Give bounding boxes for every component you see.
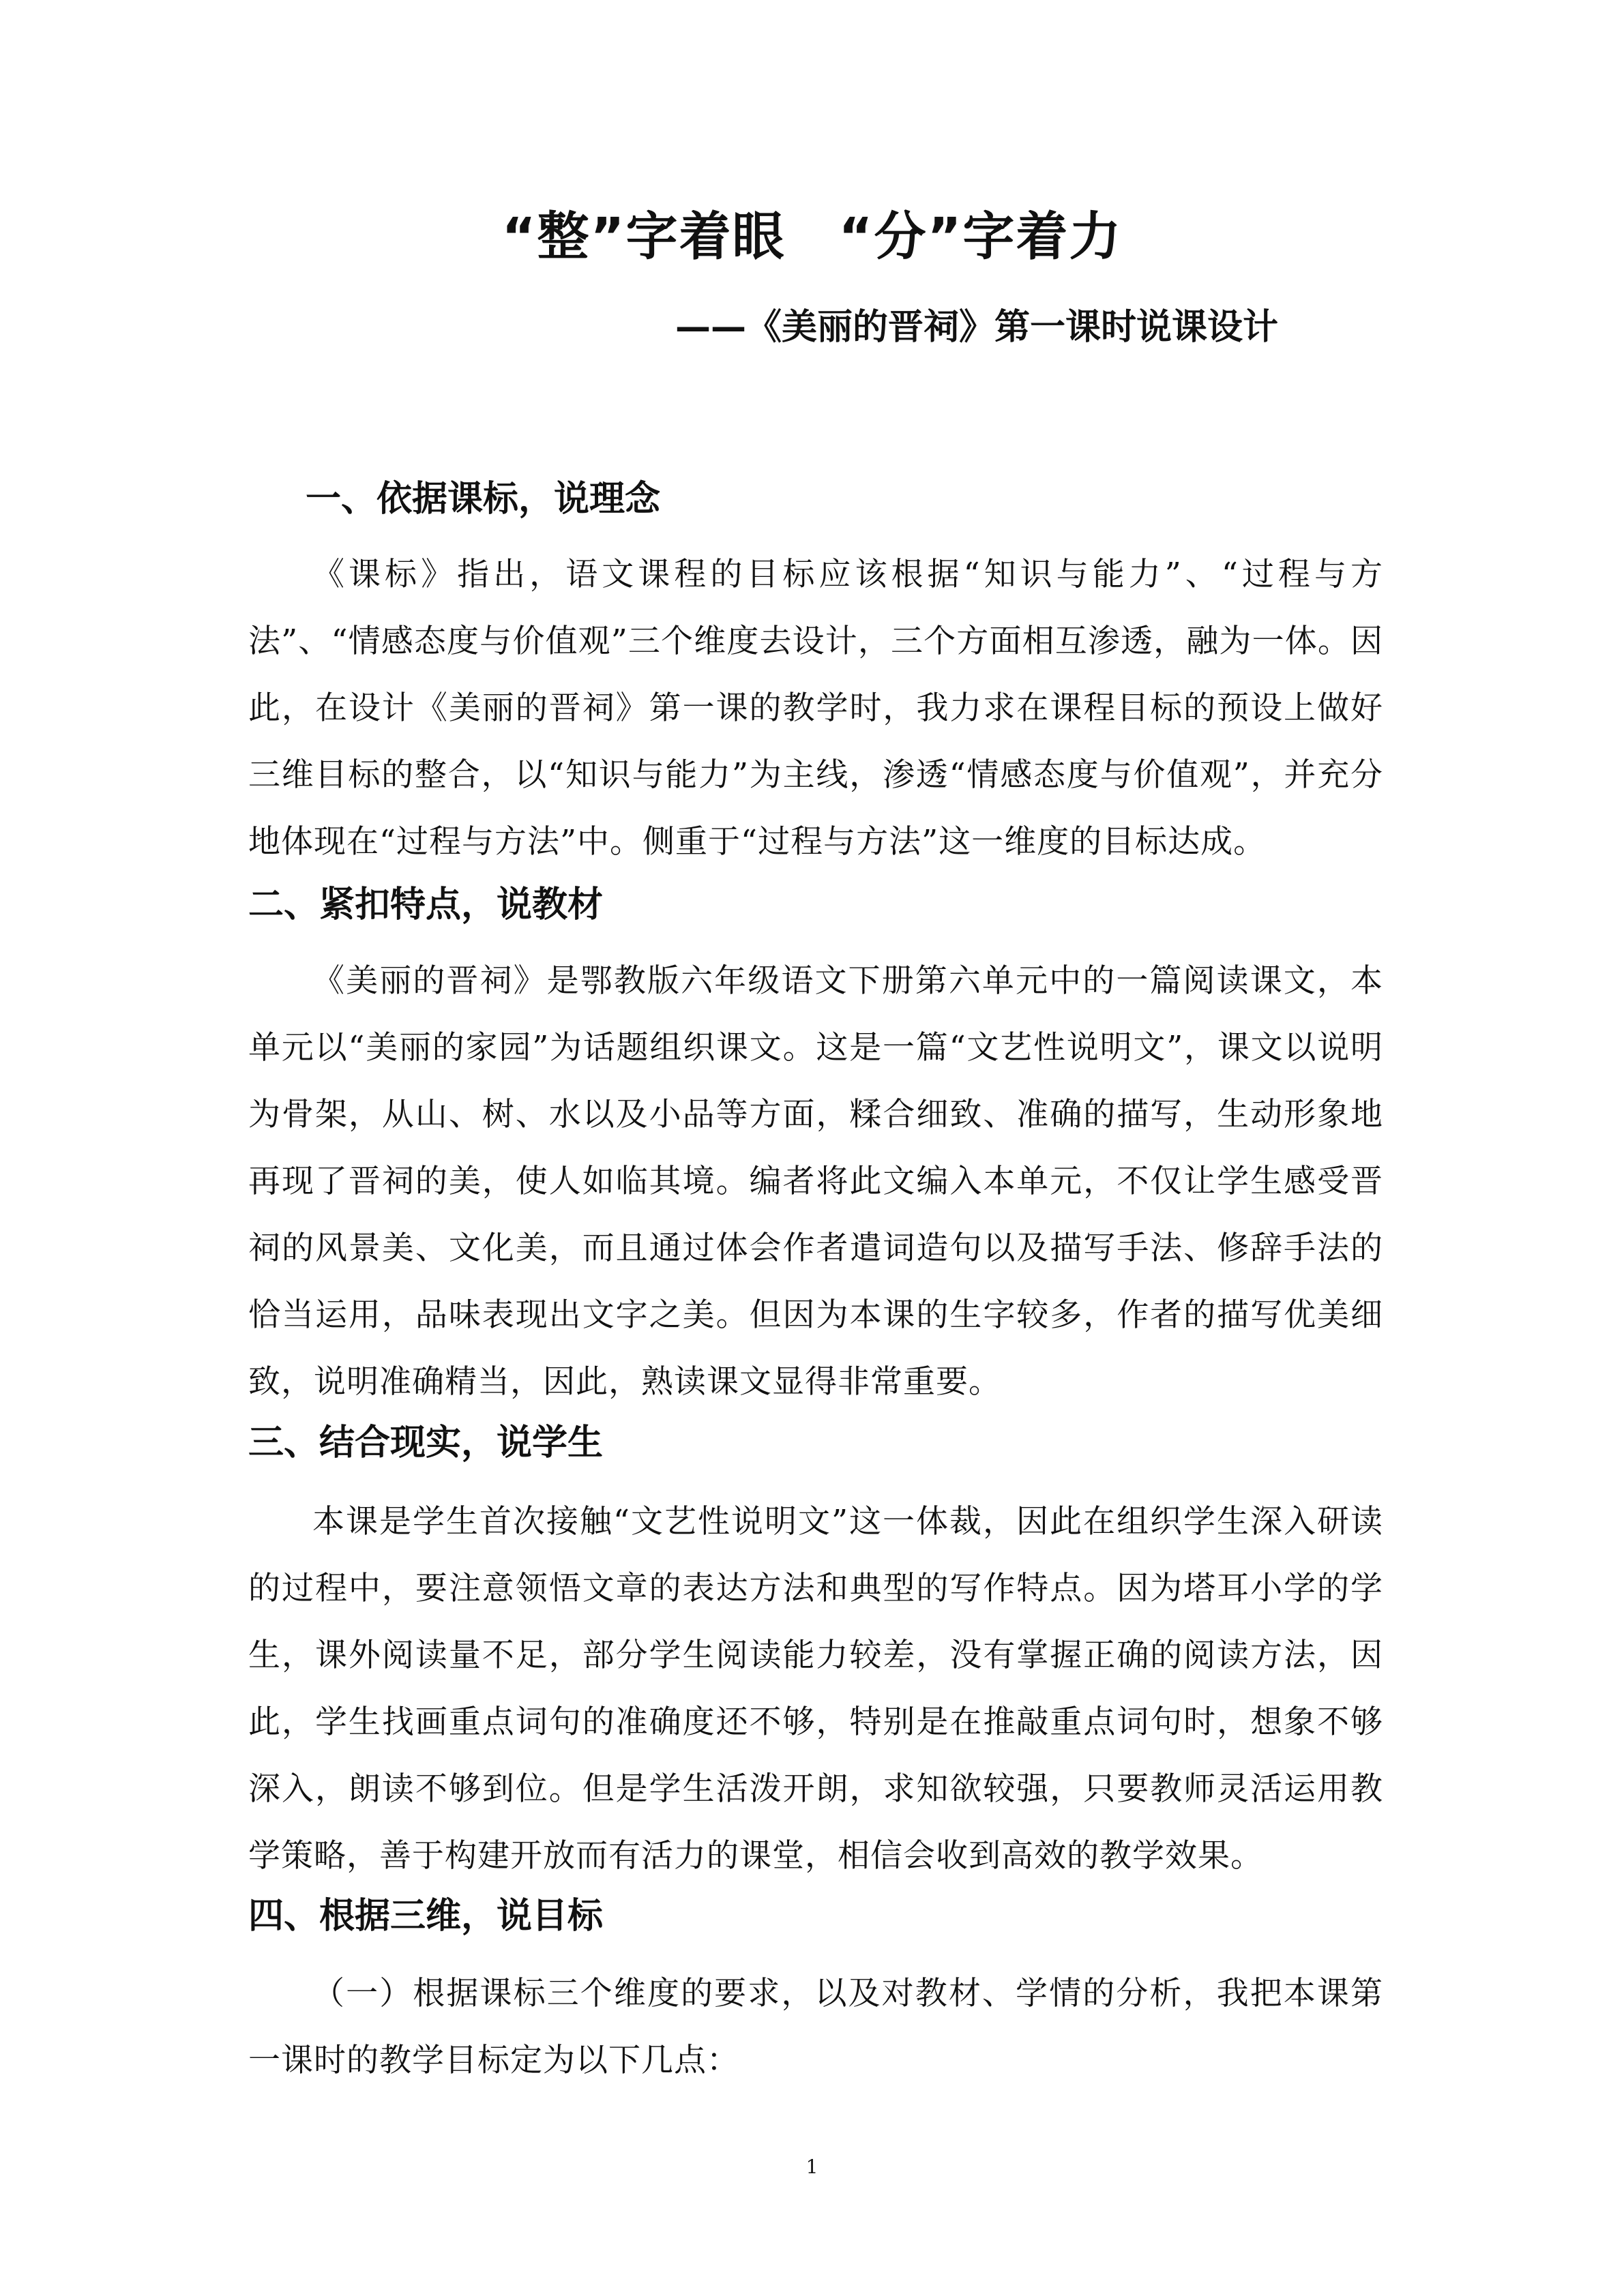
section-paragraph-4: （一）根据课标三个维度的要求，以及对教材、学情的分析，我把本课第一课时的教学目标定为以下几点： [248, 1975, 1383, 2079]
section-paragraph-1: 《课标》指出，语文课程的目标应该根据“知识与能力”、“过程与方法”、“情感态度与价值观”三个维度去设计，三个方面相互渗透，融为一体。因此，在设计《美丽的晋祠》第一课的教学时，我力求在课程目标的预设上做好三维目标的整合，以“知识与能力”为主线，渗透“情感态度与价值观”，并充分地体现在“过程与方法”中。侧重于“过程与方法”这一维度的目标达成。 [248, 556, 1383, 861]
section-heading-2: 二、紧扣特点，说教材 [248, 884, 604, 925]
page-number: 1 [806, 2156, 818, 2178]
section-heading-3: 三、结合现实，说学生 [248, 1422, 604, 1463]
document-subtitle: ——《美丽的晋祠》第一课时说课设计 [675, 307, 1279, 348]
section-heading-4: 四、根据三维，说目标 [248, 1896, 604, 1937]
section-paragraph-2: 《美丽的晋祠》是鄂教版六年级语文下册第六单元中的一篇阅读课文，本单元以“美丽的家园”为话题组织课文。这是一篇“文艺性说明文”，课文以说明为骨架，从山、树、水以及小品等方面，糅合细致、准确的描写，生动形象地再现了晋祠的美，使人如临其境。编者将此文编入本单元，不仅让学生感受晋祠的风景美、文化美，而且通过体会作者遣词造句以及描写手法、修辞手法的恰当运用，品味表现出文字之美。但因为本课的生字较多，作者的描写优美细致，说明准确精当，因此，熟读课文显得非常重要。 [248, 962, 1383, 1401]
section-heading-1: 一、依据课标，说理念 [306, 479, 661, 520]
section-paragraph-3: 本课是学生首次接触“文艺性说明文”这一体裁，因此在组织学生深入研读的过程中，要注意领悟文章的表达方法和典型的写作特点。因为塔耳小学的学生，课外阅读量不足，部分学生阅读能力较差，没有掌握正确的阅读方法，因此，学生找画重点词句的准确度还不够，特别是在推敲重点词句时，想象不够深入，朗读不够到位。但是学生活泼开朗，求知欲较强，只要教师灵活运用教学策略，善于构建开放而有活力的课堂，相信会收到高效的教学效果。 [248, 1503, 1383, 1875]
document-title: “整”字着眼 “分”字着力 [501, 206, 1123, 267]
